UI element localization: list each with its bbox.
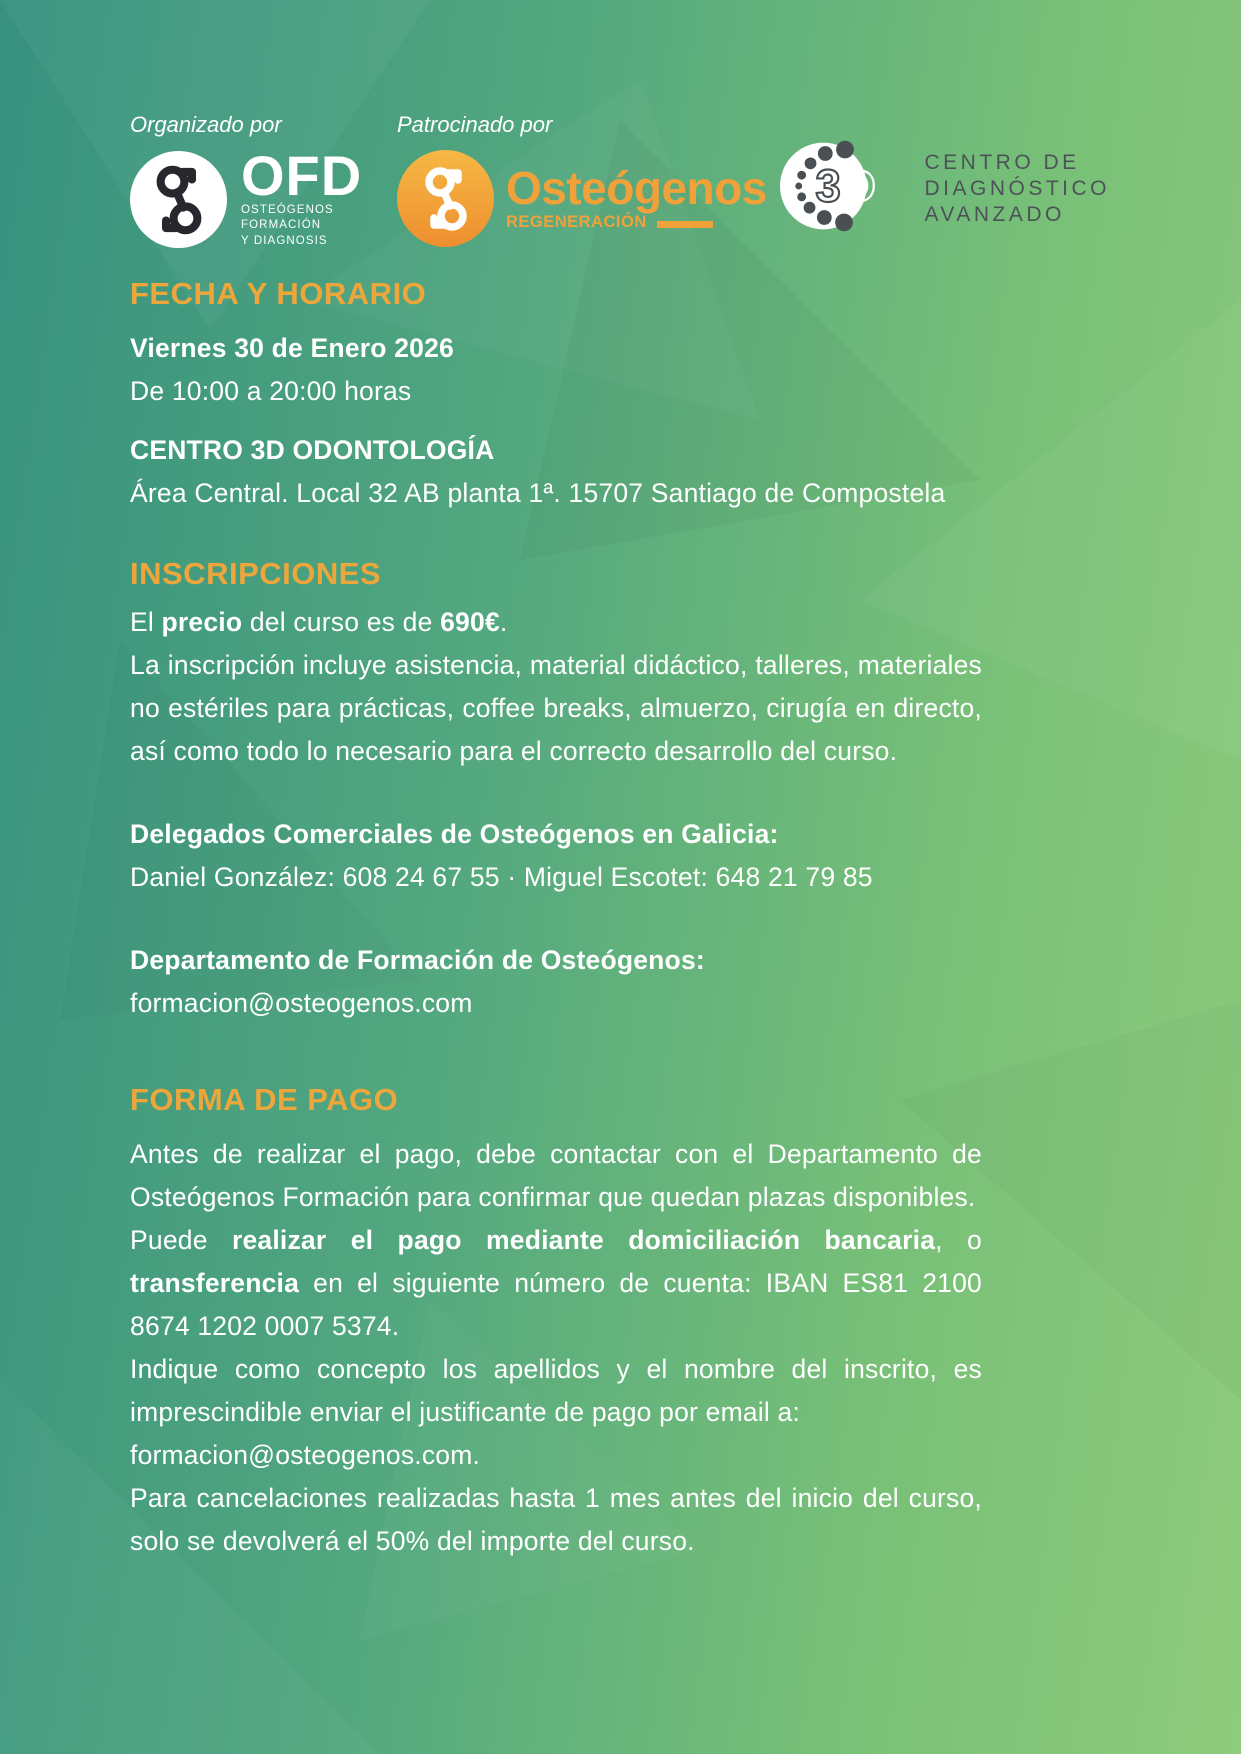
pago-paragraph-1: Antes de realizar el pago, debe contactar con el Departamento de Osteógenos Formación para confirmar que quedan plazas disponibles. (130, 1139, 982, 1212)
cda-line3: AVANZADO (924, 202, 1065, 226)
event-date: Viernes 30 de Enero 2026 (130, 333, 454, 363)
cda-3d-logo-icon (780, 138, 908, 239)
price-value: 690€ (440, 607, 500, 637)
inscripciones-section-title: INSCRIPCIONES (130, 556, 382, 591)
pago-paragraph-3 (130, 1348, 982, 1477)
osteogenos-logo-icon (397, 150, 494, 247)
svg-text:D: D (843, 160, 877, 212)
osteogenos-logo (397, 150, 767, 247)
pago-p3-email: formacion@osteogenos.com. (130, 1440, 481, 1470)
fecha-section-title: FECHA Y HORARIO (130, 276, 427, 311)
section-forma-pago (130, 1081, 982, 1563)
pago-p2-text2: , o (935, 1225, 982, 1255)
header-logos (130, 112, 1110, 249)
pago-p2-bold2: transferencia (130, 1268, 300, 1298)
osteogenos-name: Osteógenos (506, 161, 767, 214)
cda-wordmark (924, 150, 1110, 228)
cda-line2: DIAGNÓSTICO (924, 176, 1110, 200)
departamento-title: Departamento de Formación de Osteógenos: (130, 945, 705, 975)
ofd-acronym: OFD (241, 144, 363, 207)
sponsored-by-label: Patrocinado por (397, 112, 553, 137)
pago-p3-text: Indique como concepto los apellidos y el nombre del inscrito, es imprescindible enviar el justificante de pago por email a: (130, 1354, 982, 1427)
organizer-block (130, 112, 397, 249)
delegados-contacts: Daniel González: 608 24 67 55 · Miguel Escotet: 648 21 79 85 (130, 862, 873, 892)
pago-p2-text1: Puede (130, 1225, 232, 1255)
price-text: El (130, 607, 162, 637)
ofd-logo-icon (130, 151, 227, 248)
pago-paragraph-4: Para cancelaciones realizadas hasta 1 mes antes del inicio del curso, solo se devolverá el 50% del importe del curso. (130, 1483, 982, 1556)
sponsor-block (397, 112, 767, 247)
cda-logo (780, 138, 1110, 239)
ofd-wordmark (241, 144, 397, 249)
section-fecha-horario (130, 275, 982, 515)
osteogenos-sub-label: REGENERACIÓN (506, 212, 647, 231)
price-text-mid: del curso es de (242, 607, 441, 637)
delegados-title: Delegados Comerciales de Osteógenos en Galicia: (130, 819, 779, 849)
svg-text:3: 3 (815, 160, 842, 212)
pago-p2-bold1: realizar el pago mediante domiciliación bancaria (231, 1225, 936, 1255)
price-text-end: . (499, 607, 508, 637)
venue-address: Área Central. Local 32 AB planta 1ª. 15707 Santiago de Compostela (130, 478, 946, 508)
price-label: precio (161, 607, 243, 637)
ofd-caption-line2: Y DIAGNOSIS (241, 235, 328, 247)
organized-by-label: Organizado por (130, 112, 282, 137)
osteogenos-bar (657, 221, 713, 228)
cda-block (780, 112, 1110, 239)
includes-paragraph: La inscripción incluye asistencia, material didáctico, talleres, materiales no estériles para prácticas, coffee breaks, almuerzo, cirugía en directo, así como todo lo necesario para el correcto desarrollo del curso. (130, 650, 982, 766)
ofd-caption-line1: OSTEÓGENOS FORMACIÓN (241, 204, 334, 231)
osteogenos-subline (506, 213, 767, 232)
cda-line1: CENTRO DE (924, 150, 1080, 174)
event-time: De 10:00 a 20:00 horas (130, 376, 412, 406)
flyer-content (130, 275, 982, 1563)
pago-paragraph-2 (130, 1219, 982, 1348)
pago-p2-text3: en el siguiente número de cuenta: IBAN ES81 2100 8674 1202 0007 5374. (130, 1268, 982, 1341)
ofd-logo (130, 144, 397, 249)
pago-section-title: FORMA DE PAGO (130, 1082, 399, 1117)
departamento-email: formacion@osteogenos.com (130, 988, 473, 1018)
osteogenos-wordmark (506, 161, 767, 232)
section-inscripciones (130, 555, 982, 1025)
price-line (130, 601, 982, 644)
venue-name: CENTRO 3D ODONTOLOGÍA (130, 435, 495, 465)
